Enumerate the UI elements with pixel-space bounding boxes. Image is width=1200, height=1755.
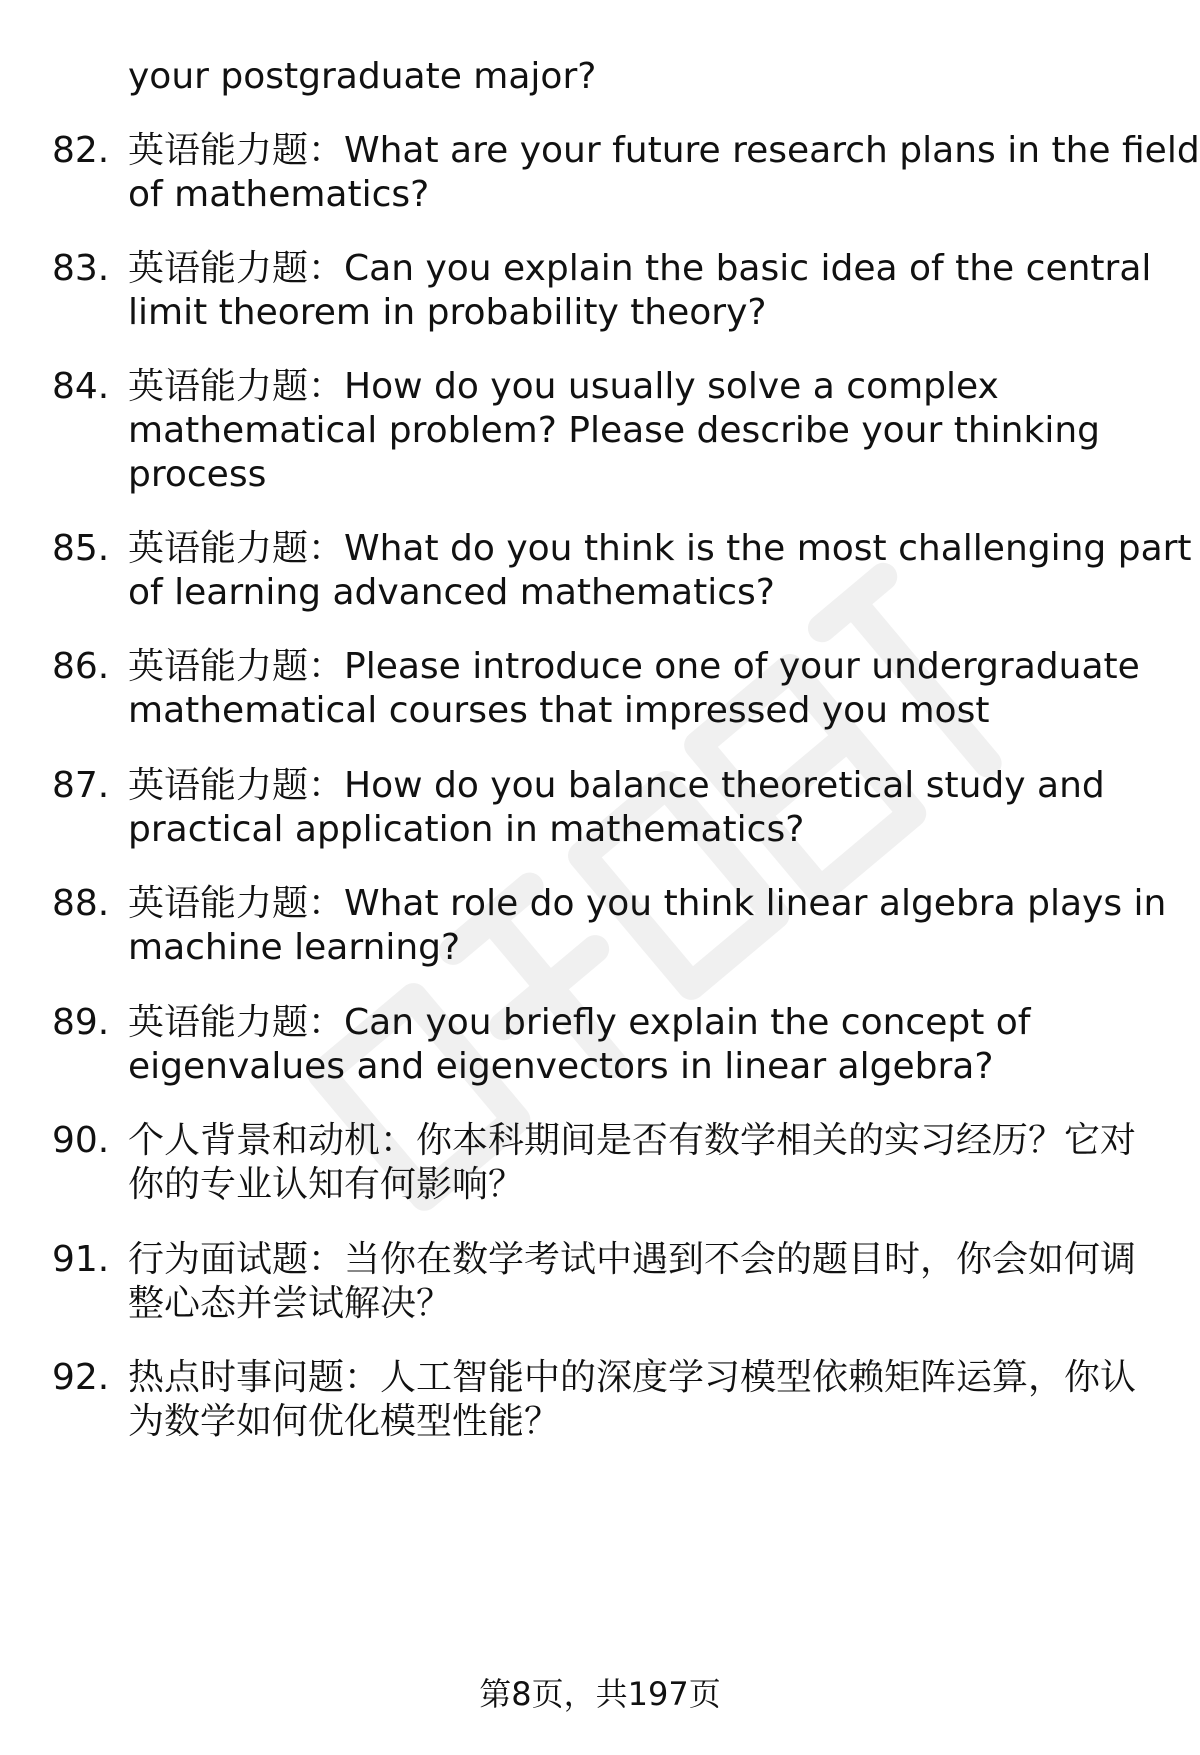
question-line: 英语能力题：What role do you think linear algebra plays in [128, 883, 1167, 924]
question-line: 英语能力题：Can you explain the basic idea of the central [128, 248, 1152, 289]
question-number: 85. [52, 528, 110, 569]
question-number: 84. [52, 366, 110, 407]
question-number: 90. [52, 1120, 110, 1161]
question-line: 行为面试题：当你在数学考试中遇到不会的题目时，你会如何调 [128, 1239, 1137, 1280]
question-line: practical application in mathematics? [128, 809, 805, 850]
question-number: 92. [52, 1357, 110, 1398]
question-number: 91. [52, 1239, 110, 1280]
question-line: of mathematics? [128, 174, 430, 215]
question-line: 英语能力题：Please introduce one of your undergraduate [128, 646, 1140, 687]
question-line: mathematical courses that impressed you most [128, 690, 990, 731]
question-line: 英语能力题：What are your future research plans in the field [128, 130, 1200, 171]
question-line: 英语能力题：What do you think is the most challenging part [128, 528, 1192, 569]
question-line: 英语能力题：How do you usually solve a complex [128, 366, 999, 407]
question-line: 热点时事问题：人工智能中的深度学习模型依赖矩阵运算，你认 [128, 1357, 1137, 1398]
question-line: machine learning? [128, 927, 461, 968]
question-number: 82. [52, 130, 110, 171]
page-footer: 第8页，共197页 [479, 1675, 721, 1713]
question-line: of learning advanced mathematics? [128, 572, 775, 613]
question-line: limit theorem in probability theory? [128, 292, 767, 333]
question-line: 英语能力题：Can you briefly explain the concept of [128, 1002, 1031, 1043]
question-line: mathematical problem? Please describe your thinking [128, 410, 1100, 451]
question-line: 为数学如何优化模型性能？ [128, 1401, 561, 1442]
question-number: 88. [52, 883, 110, 924]
question-number: 83. [52, 248, 110, 289]
question-line: 你的专业认知有何影响？ [128, 1164, 525, 1205]
question-line: 整心态并尝试解决？ [128, 1283, 453, 1324]
continuation-line: your postgraduate major? [128, 56, 597, 97]
question-line: process [128, 454, 267, 495]
question-number: 89. [52, 1002, 110, 1043]
question-line: eigenvalues and eigenvectors in linear algebra? [128, 1046, 994, 1087]
question-number: 86. [52, 646, 110, 687]
question-line: 英语能力题：How do you balance theoretical study and [128, 765, 1105, 806]
question-number: 87. [52, 765, 110, 806]
question-line: 个人背景和动机：你本科期间是否有数学相关的实习经历？它对 [128, 1120, 1137, 1161]
